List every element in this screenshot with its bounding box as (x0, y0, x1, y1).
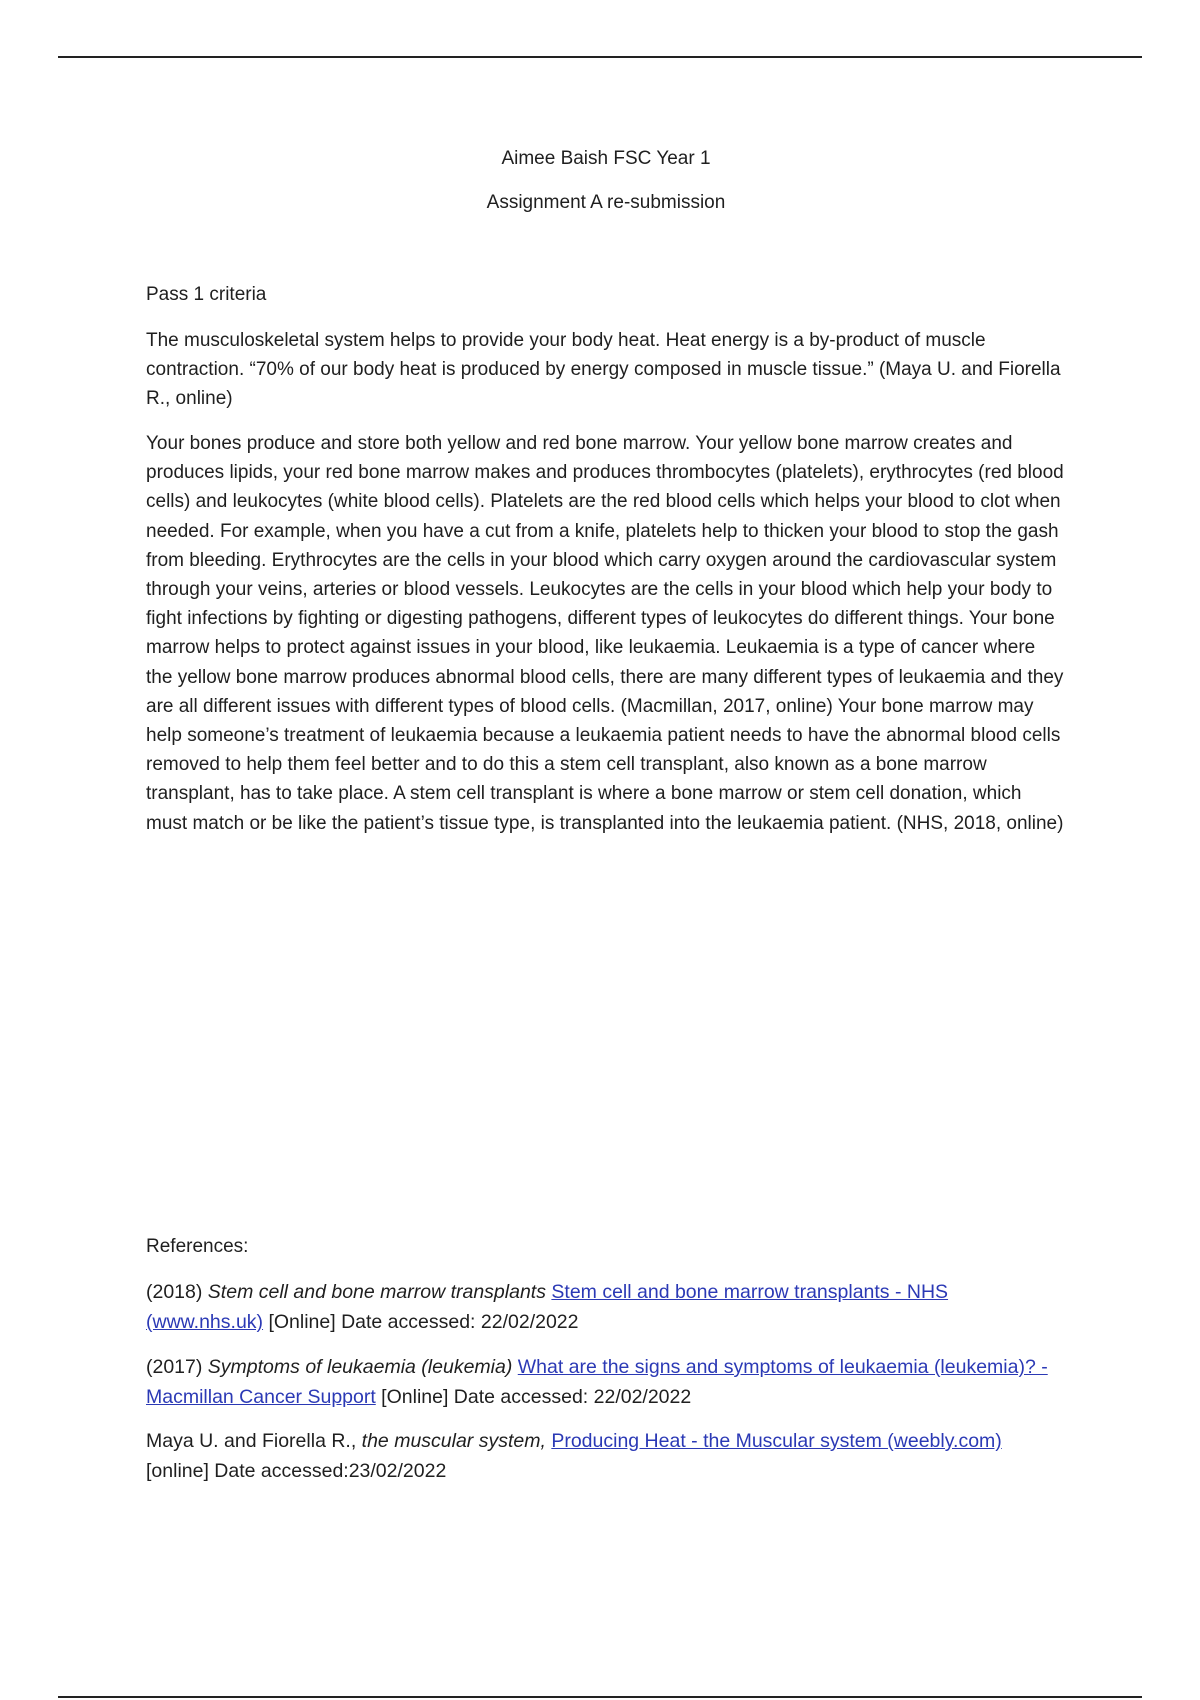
reference-item (146, 1277, 1066, 1337)
reference-link-nhs[interactable]: Stem cell and bone marrow transplants - NHS (www.nhs.uk) (146, 1281, 949, 1333)
reference-prefix: (2018) (146, 1281, 208, 1303)
reference-title: Symptoms of leukaemia (leukemia) (207, 1356, 513, 1378)
reference-suffix: [Online] Date accessed: 22/02/2022 (375, 1386, 692, 1408)
top-rule (58, 56, 1142, 58)
reference-prefix: Maya U. and Fiorella R., (146, 1430, 362, 1452)
pass1-label: Pass 1 criteria (146, 284, 267, 305)
paragraph-body-heat: The musculoskeletal system helps to provide your body heat. Heat energy is a by-product of muscle contraction. “70% of our body heat is produced by energy composed in muscle tissue.” (Maya U. and Fiorella R., online) (146, 330, 1061, 410)
reference-link-macmillan[interactable]: What are the signs and symptoms of leukaemia (leukemia)? - Macmillan Cancer Support (146, 1356, 1048, 1408)
reference-title: the muscular system, (361, 1430, 546, 1452)
author-line: Aimee Baish FSC Year 1 (501, 148, 711, 169)
paragraph-bone-marrow: Your bones produce and store both yellow and red bone marrow. Your yellow bone marrow creates and produces lipids, your red bone marrow makes and produces thrombocytes (platelets), erythrocytes (red blood cells) and leukocytes (white blood cells). Platelets are the red blood cells which helps your blood to clot when needed. For example, when you have a cut from a knife, platelets help to thicken your blood to stop the gash from bleeding. Erythrocytes are the cells in your blood which carry oxygen around the cardiovascular system through your veins, arteries or blood vessels. Leukocytes are the cells in your blood which help your body to fight infections by fighting or digesting pathogens, different types of leukocytes do different things. Your bone marrow helps to protect against issues in your blood, like leukaemia. Leukaemia is a type of cancer where the yellow bone marrow produces abnormal blood cells, there are many different types of leukaemia and they are all different issues with different types of blood cells. (Macmillan, 2017, online) Your bone marrow may help someone’s treatment of leukaemia because a leukaemia patient needs to have the abnormal blood cells removed to help them feel better and to do this a stem cell transplant, also known as a bone marrow transplant, has to take place. A stem cell transplant is where a bone marrow or stem cell donation, which must match or be like the patient’s tissue type, is transplanted into the leukaemia patient. (NHS, 2018, online) (146, 433, 1064, 834)
assignment-title: Assignment A re-submission (486, 192, 726, 213)
reference-item (146, 1426, 1066, 1486)
reference-item (146, 1352, 1066, 1412)
reference-link-weebly[interactable]: Producing Heat - the Muscular system (weebly.com) (551, 1430, 1002, 1452)
reference-prefix: (2017) (146, 1356, 208, 1378)
references-label: References: (146, 1236, 249, 1257)
reference-suffix: [Online] Date accessed: 22/02/2022 (263, 1311, 579, 1333)
reference-title: Stem cell and bone marrow transplants (207, 1281, 546, 1303)
bottom-rule (58, 1696, 1142, 1698)
reference-suffix: [online] Date accessed:23/02/2022 (146, 1460, 447, 1482)
